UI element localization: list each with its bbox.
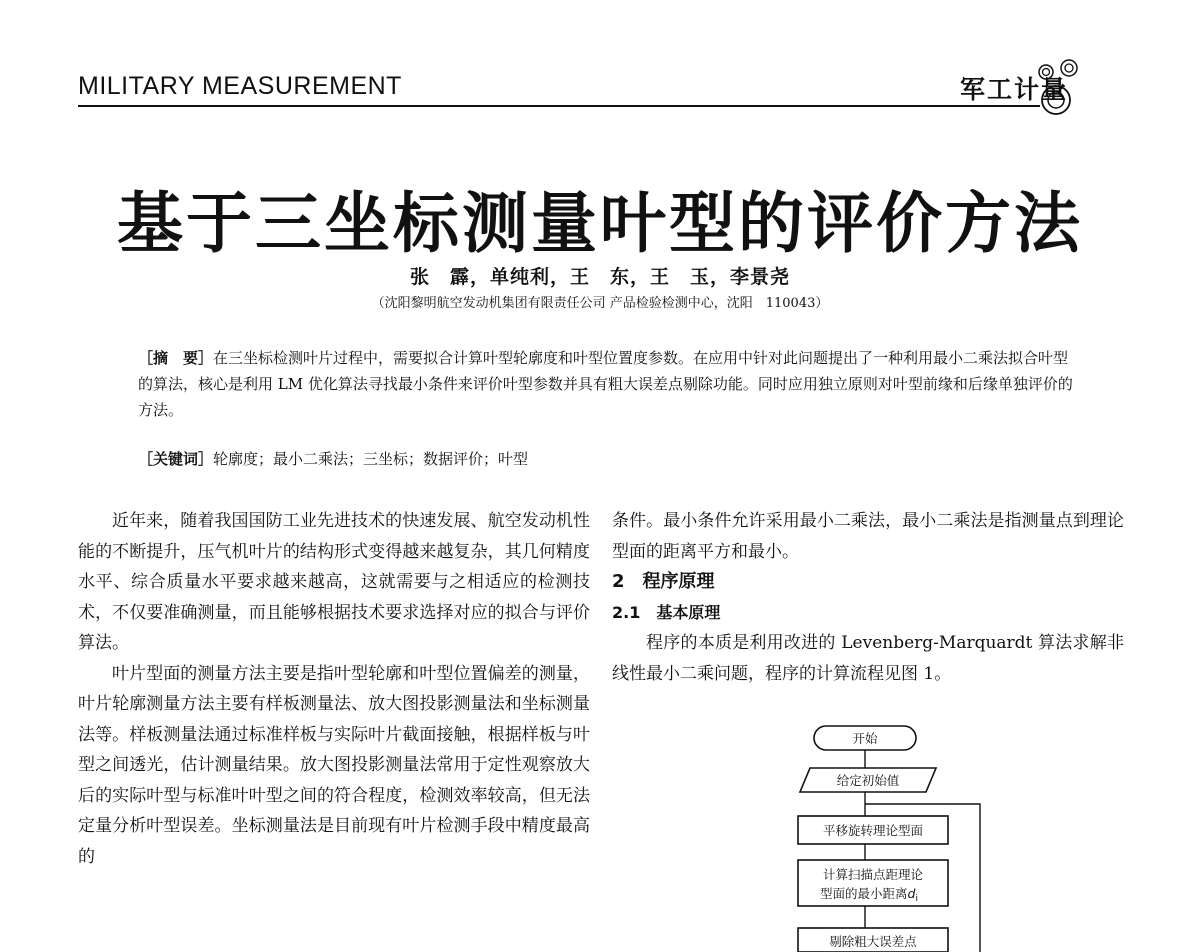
journal-name-cn: 军工计量 (960, 75, 1069, 104)
flowchart-compute-label-2: 型面的最小距离$d_i$ (820, 886, 918, 904)
body-paragraph: 条件。最小条件允许采用最小二乘法，最小二乘法是指测量点到理论型面的距离平方和最小。 (612, 511, 1124, 562)
flowchart-compute-label-1: 计算扫描点距理论 (822, 867, 924, 882)
body-paragraph: 近年来，随着我国国防工业先进技术的快速发展、航空发动机性能的不断提升，压气机叶片的结构形式变得越来越复杂，其几何精度水平、综合质量水平要求越来越高，这就需要与之相适应的检测技术，不仅要准确测量，而且能够根据技术要求选择对应的拟合与评价算法。 (78, 511, 590, 653)
flowchart-figure (770, 720, 1070, 952)
author-list: 张 霹，单纯利，王 东，王 玉，李景尧 (409, 266, 790, 288)
body-column-left (78, 506, 590, 872)
abstract (138, 345, 1073, 423)
body-paragraph: 程序的本质是利用改进的 Levenberg-Marquardt 算法求解非线性最小二乘问题，程序的计算流程见图 1。 (612, 633, 1124, 684)
flowchart-start-label: 开始 (852, 731, 878, 746)
header-rule (78, 105, 1040, 107)
body-column-right (612, 506, 1124, 689)
keywords-label: ［关键词］ (138, 450, 214, 468)
journal-name-en: MILITARY MEASUREMENT (78, 72, 402, 100)
keywords (138, 448, 1073, 469)
section-heading: 2 程序原理 (612, 571, 715, 592)
flowchart-loop-line (952, 804, 980, 952)
affiliation: （沈阳黎明航空发动机集团有限责任公司 产品检验检测中心，沈阳 110043） (371, 296, 829, 311)
subsection-heading: 2.1 基本原理 (612, 602, 721, 622)
flowchart-remove-label: 剔除粗大误差点 (829, 934, 917, 949)
flowchart-initial-label: 给定初始值 (836, 773, 900, 788)
abstract-label: ［摘 要］ (138, 349, 214, 367)
flowchart-transform-label: 平移旋转理论型面 (822, 823, 924, 838)
keywords-text: 轮廓度；最小二乘法；三坐标；数据评价；叶型 (213, 450, 529, 468)
paper-title: 基于三坐标测量叶型的评价方法 (117, 185, 1083, 262)
double-ring-logo-icon (1034, 58, 1084, 120)
abstract-text: 在三坐标检测叶片过程中，需要拟合计算叶型轮廓度和叶型位置度参数。在应用中针对此问题提出了一种利用最小二乘法拟合叶型的算法，核心是利用 LM 优化算法寻找最小条件来评价叶型参数并具有粗大误差点剔除功能。同时应用独立原则对叶型前缘和后缘单独评价的方法。 (138, 349, 1073, 419)
body-paragraph: 叶片型面的测量方法主要是指叶型轮廓和叶型位置偏差的测量，叶片轮廓测量方法主要有样板测量法、放大图投影测量法和坐标测量法等。样板测量法通过标准样板与实际叶片截面接触，根据样板与叶型之间透光，估计测量结果。放大图投影测量法常用于定性观察放大后的实际叶型与标准叶叶型之间的符合程度，检测效率较高，但无法定量分析叶型误差。坐标测量法是目前现有叶片检测手段中精度最高的 (78, 663, 590, 867)
